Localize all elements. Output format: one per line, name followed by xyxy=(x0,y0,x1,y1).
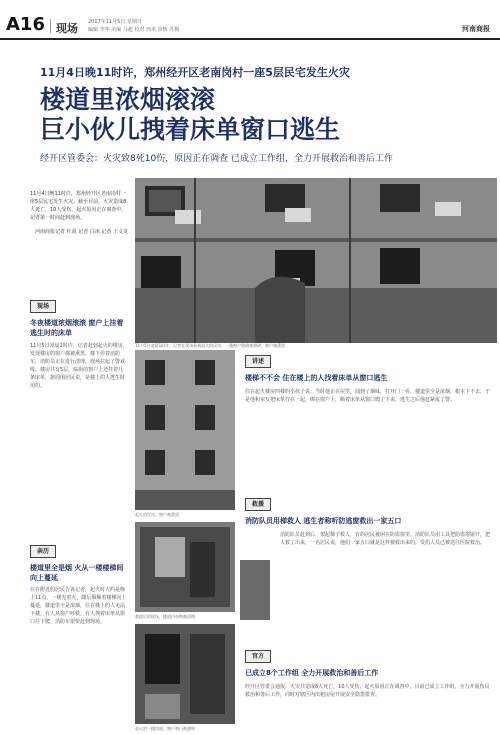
section-headline-account: 楼梯不不会 住在楼上的人找着床单从窗口逃生 xyxy=(245,374,388,382)
intro-text: 11月4日晚11时许，郑州经开区老南岗村一座5层民宅发生火灾。截至目前，火灾造成8人死亡，10人受伤，起火原因正在调查中。记者第一时间赶到现场。 xyxy=(30,191,127,221)
photo-caption-1: 起火的民房，窗户被熏黑 xyxy=(135,512,179,517)
page-number: A16 xyxy=(6,14,45,35)
intro-byline: 河南商报记者 杜盈 记者 白冰 记者 王文龙 xyxy=(35,229,128,235)
section-body-account: 住在起火楼房四楼的小伙子说，当时他正在屋里，闻到了烟味，打开门一看，楼道里全是浓烟，根本下不去，于是他和室友把床单拧在一起，绑在窗户上，顺着床单从窗口爬了下来，逃生之后他赶紧报了警。 xyxy=(245,389,490,403)
section-headline-witness: 楼道里全是烟 火从一楼楼梯间向上蔓延 xyxy=(30,564,124,582)
section-body-official: 经开区管委会通报，火灾共造成8人死亡，10人受伤，起火原因正在调查中，目前已成立工作组，全力开展伤员救治和善后工作，同时对辖区内出租房屋开展安全隐患排查。 xyxy=(245,684,490,698)
scene-photo-1 xyxy=(135,350,235,510)
section-body-witness: 住在附近的居民告诉记者，起火时大约是晚上11点，一楼先着火，随后烟顺着楼梯向上蔓延，楼道里全是浓烟，住在楼上的人无法下楼，有人从窗户呼救，有人拽着床单从窗口往下爬，消防车很快赶到现场。 xyxy=(30,587,127,625)
section-body-rescue: 消防队员赶到后，架起梯子救人，有的居民被困在防盗窗里，消防队员用工具把防盗窗锯开，把人救了出来，一名居民说，他们一家五口就是这样被救出来的，受伤人员已被送往医院救治。 xyxy=(280,532,490,546)
building-photo-caption: 11月5日凌晨1时许，记者在现场看到起火的民房，一楼窗户玻璃被烧碎，窗户被熏黑 xyxy=(135,343,286,348)
photo-caption-2: 救援后的现场，楼道内杂物被清理 xyxy=(135,614,195,619)
header-rule xyxy=(0,38,500,40)
section-tag-account: 讲述 xyxy=(245,355,271,368)
scene-photo-2 xyxy=(135,522,235,612)
section-headline-official: 已成立8个工作组 全力开展救治和善后工作 xyxy=(245,669,379,677)
section-tag-witness: 亲历 xyxy=(30,545,56,558)
building-photo xyxy=(135,178,497,343)
subtitle: 经开区管委会：火灾致8死10伤，原因正在调查 已成立工作组，全力开展救治和善后工作 xyxy=(40,154,394,164)
section-headline-rescue: 消防队员用梯救人 逃生者称听防逃窗救出一家五口 xyxy=(245,517,402,525)
intro-block xyxy=(30,190,128,236)
newspaper-logo: 河南商报 xyxy=(462,25,490,33)
main-title-line-2: 巨小伙儿拽着床单窗口逃生 xyxy=(40,115,341,144)
editor-line: 编辑 李华 美编 马超 校对 西米 审核 苏梅 xyxy=(88,27,180,33)
header-divider xyxy=(50,19,51,33)
photo-caption-4: 起火的一楼房间，窗户和门被烧毁 xyxy=(135,726,195,731)
section-body-scene: 11月5日凌晨1时许，记者赶到起火的楼房，发现楼房的窗户都被熏黑，楼下停着消防车，消防员正在进行清理，现场拉起了警戒线。楼房共有5层，临街的窗户上还挂着几条床单，据周围居民说，是楼上的人逃生时用的。 xyxy=(30,343,128,389)
section-tag-rescue: 救援 xyxy=(245,498,271,511)
section-name: 现场 xyxy=(56,22,78,35)
kicker: 11月4日晚11时许，郑州经开区老南岗村一座5层民宅发生火灾 xyxy=(40,66,350,79)
page-header xyxy=(0,0,500,46)
date-line: 2017年11月5日 星期日 xyxy=(88,19,142,25)
main-title-line-1: 楼道里浓烟滚滚 xyxy=(40,85,216,114)
section-headline-scene: 冬夜楼道浓烟滚滚 窗户上挂着逃生时的床单 xyxy=(30,319,124,337)
section-tag-official: 官方 xyxy=(245,650,271,663)
scene-photo-4 xyxy=(240,560,270,620)
scene-photo-3 xyxy=(135,624,235,724)
section-tag-scene: 现场 xyxy=(30,300,56,313)
